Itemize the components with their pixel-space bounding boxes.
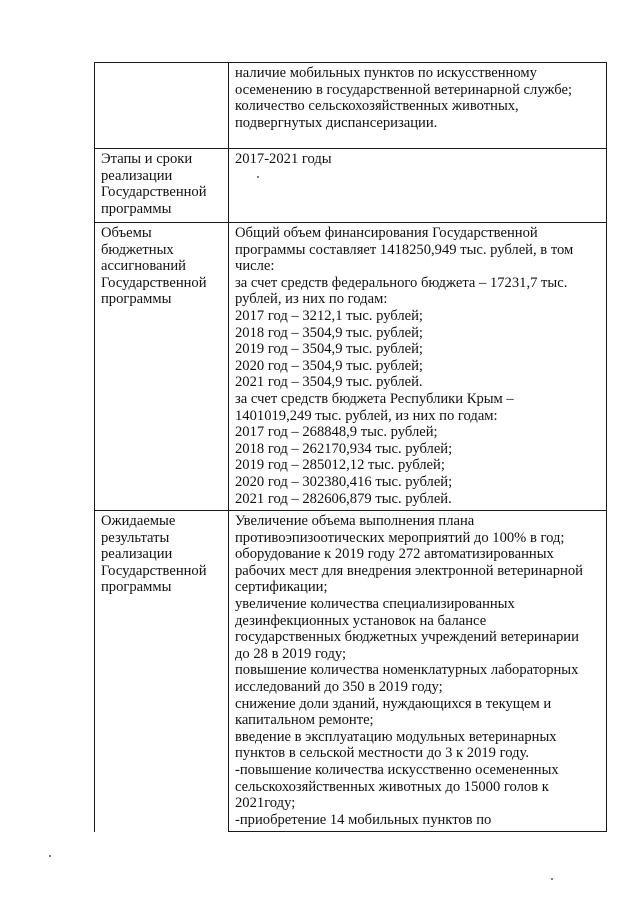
text-line: 2020 год – 3504,9 тыс. рублей;	[235, 357, 423, 374]
row-content-cell	[229, 223, 607, 511]
label-line: Этапы и сроки	[101, 151, 193, 167]
table-row	[95, 149, 607, 223]
scan-speck	[257, 176, 259, 178]
text-line: противоэпизоотических мероприятий до 100% в год;	[235, 529, 565, 546]
text-line: числе:	[235, 258, 275, 275]
text-line: Увеличение объема выполнения плана	[235, 513, 475, 530]
text-line: 2017 год – 268848,9 тыс. рублей;	[235, 424, 438, 441]
text-line: 2019 год – 3504,9 тыс. рублей;	[235, 341, 423, 358]
text-line: 2018 год – 3504,9 тыс. рублей;	[235, 324, 423, 341]
label-line: Государственной	[101, 184, 207, 201]
text-line: пунктов в сельской местности до 3 к 2019 году.	[235, 745, 530, 762]
label-line: реализации	[101, 546, 173, 563]
label-line: Государственной	[101, 274, 207, 291]
text-line: 2018 год – 262170,934 тыс. рублей;	[235, 440, 453, 457]
row-label-cell	[95, 63, 229, 149]
label-line: бюджетных	[101, 241, 174, 258]
text-line: 2021году;	[235, 795, 296, 812]
text-line: Общий объем финансирования Государственной	[235, 225, 538, 241]
text-line: 2021 год – 3504,9 тыс. рублей.	[235, 374, 423, 391]
text-line: количество сельскохозяйственных животных,	[235, 98, 519, 115]
text-line: государственных бюджетных учреждений ветеринарии	[235, 629, 579, 646]
text-line: подвергнутых диспансеризации.	[235, 114, 438, 131]
row-content-cell	[229, 511, 607, 832]
label-line: программы	[101, 200, 172, 217]
text-line: сертификации;	[235, 579, 328, 596]
text-line: повышение количества номенклатурных лабораторных	[235, 662, 579, 679]
text-line: -повышение количества искусственно осемененных	[235, 762, 559, 778]
text-line: капитальном ремонте;	[235, 712, 374, 729]
label-line: ассигнований	[101, 258, 186, 275]
text-line: за счет средств федерального бюджета – 17231,7 тыс.	[235, 274, 568, 291]
row-label-cell	[95, 511, 229, 832]
row-content-cell	[229, 149, 607, 223]
text-line: наличие мобильных пунктов по искусственному	[235, 65, 537, 81]
label-line: Государственной	[101, 562, 207, 579]
text-line: за счет средств бюджета Республики Крым –	[235, 390, 514, 407]
text-line: до 28 в 2019 году;	[235, 645, 347, 662]
text-line: введение в эксплуатацию модульных ветеринарных	[235, 728, 557, 745]
text-line: 2017-2021 годы	[235, 151, 332, 167]
text-line: -приобретение 14 мобильных пунктов по	[235, 811, 492, 828]
text-line: 2021 год – 282606,879 тыс. рублей.	[235, 490, 452, 507]
row-content-cell	[229, 63, 607, 149]
label-line: реализации	[101, 167, 173, 184]
text-line: рублей, из них по годам:	[235, 291, 388, 308]
program-passport-table	[94, 62, 607, 832]
table-row	[95, 223, 607, 511]
label-line: программы	[101, 291, 172, 308]
label-line: программы	[101, 579, 172, 596]
table-row	[95, 511, 607, 832]
text-line: оборудование к 2019 году 272 автоматизированных	[235, 546, 554, 563]
text-line: сельскохозяйственных животных до 15000 голов к	[235, 778, 549, 795]
text-line: дезинфекционных установок на балансе	[235, 612, 487, 629]
row-label-cell	[95, 149, 229, 223]
text-line: снижение доли зданий, нуждающихся в текущем и	[235, 695, 552, 712]
scan-speck	[49, 855, 51, 857]
text-line: увеличение количества специализированных	[235, 596, 515, 613]
text-line: рабочих мест для внедрения электронной ветеринарной	[235, 562, 583, 579]
text-line: осеменению в государственной ветеринарной службе;	[235, 81, 573, 98]
text-line: 2020 год – 302380,416 тыс. рублей;	[235, 473, 453, 490]
text-line: исследований до 350 в 2019 году;	[235, 679, 443, 696]
table-row	[95, 63, 607, 149]
text-line: программы составляет 1418250,949 тыс. рублей, в том	[235, 241, 574, 258]
label-line: Объемы	[101, 225, 152, 241]
label-line: результаты	[101, 529, 170, 546]
text-line: 2017 год – 3212,1 тыс. рублей;	[235, 307, 423, 324]
row-label-cell	[95, 223, 229, 511]
scan-speck	[551, 878, 553, 880]
text-line: 1401019,249 тыс. рублей, из них по годам:	[235, 407, 498, 424]
label-line: Ожидаемые	[101, 513, 176, 530]
text-line: 2019 год – 285012,12 тыс. рублей;	[235, 457, 445, 474]
